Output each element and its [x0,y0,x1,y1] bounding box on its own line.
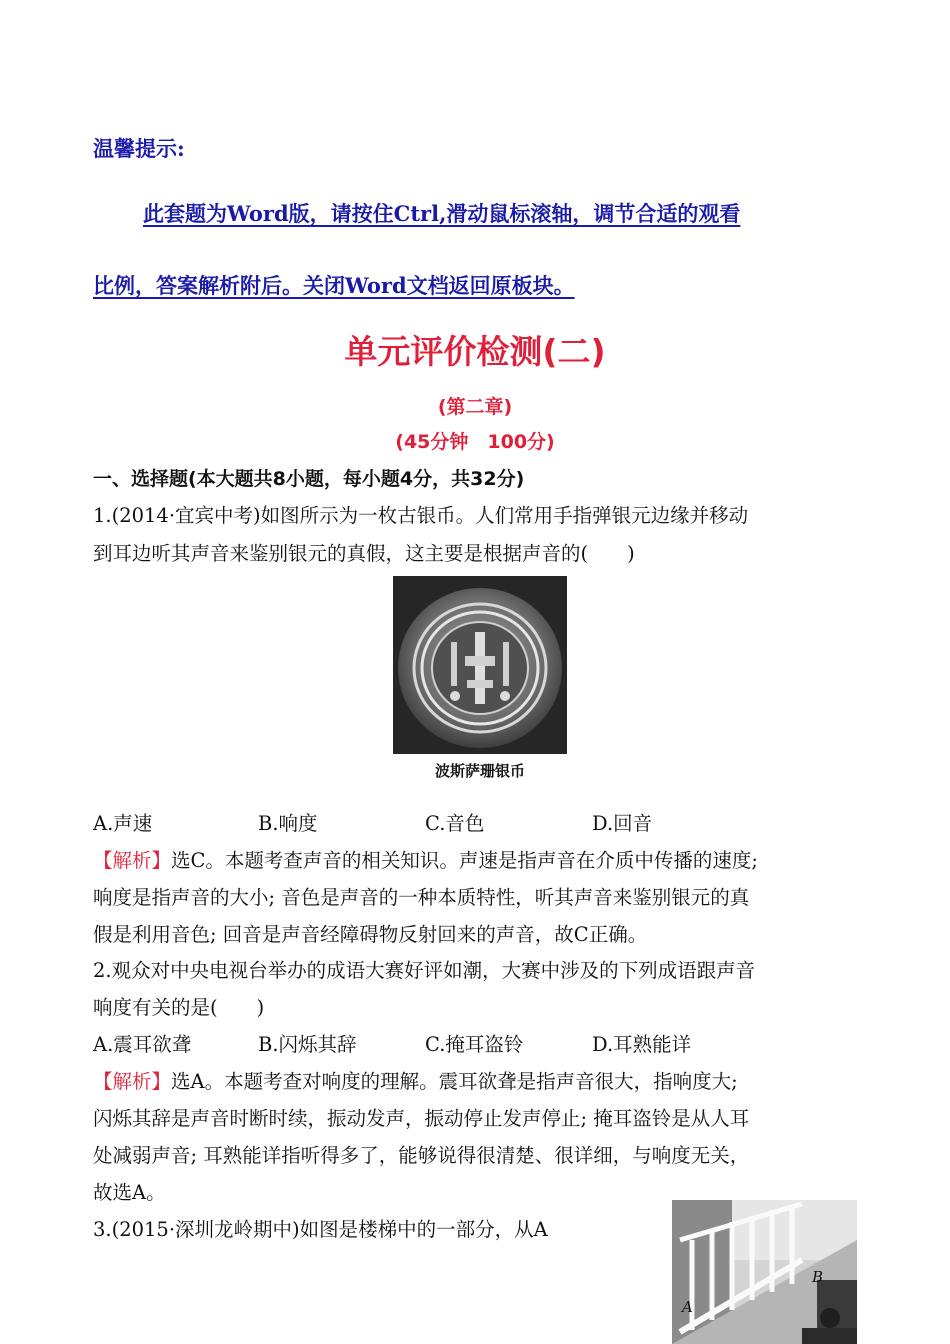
q1-analysis-line-2: 响度是指声音的大小; 音色是声音的一种本质特性，听其声音来鉴别银元的真 [93,886,750,909]
q2-option-c: C.掩耳盗铃 [425,1033,524,1056]
q1-line-1: 1.(2014·宜宾中考)如图所示为一枚古银币。人们常用手指弹银元边缘并移动 [93,504,749,527]
q2-analysis-line-4: 故选A。 [93,1181,166,1204]
q1-analysis-text-1: 选C。本题考查声音的相关知识。声速是指声音在介质中传播的速度; [171,849,759,872]
q2-analysis-line-2: 闪烁其辞是声音时断时续，振动发声，振动停止发声停止; 掩耳盗铃是从人耳 [93,1107,750,1130]
q1-analysis-line-1 [93,845,758,873]
q2-option-b: B.闪烁其辞 [258,1033,357,1056]
section-heading: 一、选择题(本大题共8小题，每小题4分，共32分) [93,468,525,490]
analysis-tag: 【解析】 [93,849,172,872]
q2-analysis-line-3: 处减弱声音; 耳熟能详指听得多了，能够说得很清楚、很详细，与响度无关， [93,1144,750,1167]
q1-option-a: A.声速 [93,812,153,835]
q1-option-d: D.回音 [592,812,653,835]
q3-line-1: 3.(2015·深圳龙岭期中)如图是楼梯中的一部分，从A [93,1218,548,1241]
page-title: 单元评价检测(二) [344,332,606,371]
fig-label-a: A [682,1298,693,1316]
q2-option-d: D.耳熟能详 [592,1033,692,1056]
q1-analysis-line-3: 假是利用音色; 回音是声音经障碍物反射回来的声音，故C正确。 [93,923,648,946]
q1-line-2: 到耳边听其声音来鉴别银元的真假，这主要是根据声音的( ) [93,542,635,565]
q1-option-b: B.响度 [258,812,318,835]
analysis-tag: 【解析】 [93,1070,172,1093]
q2-analysis-text-1: 选A。本题考查对响度的理解。震耳欲聋是指声音很大，指响度大; [171,1070,738,1093]
chapter-subtitle: (第二章) [437,396,513,418]
tip-line-2[interactable]: 比例，答案解析附后。关闭Word文档返回原板块。 [93,273,575,298]
tip-line-1[interactable]: 此套题为Word版，请按住Ctrl,滑动鼠标滚轴，调节合适的观看 [143,201,741,226]
staircase-image [672,1200,857,1344]
coin-caption: 波斯萨珊银币 [434,762,525,780]
fig-label-b: B [812,1268,824,1286]
q1-option-c: C.音色 [425,812,485,835]
tip-heading: 温馨提示: [93,136,185,161]
coin-image [393,576,567,754]
q2-analysis-line-1 [93,1066,738,1094]
time-score-subtitle: (45分钟 100分) [395,431,555,453]
q2-line-1: 2.观众对中央电视台举办的成语大赛好评如潮，大赛中涉及的下列成语跟声音 [93,959,756,982]
q2-line-2: 响度有关的是( ) [93,996,265,1019]
q2-option-a: A.震耳欲聋 [93,1033,192,1056]
